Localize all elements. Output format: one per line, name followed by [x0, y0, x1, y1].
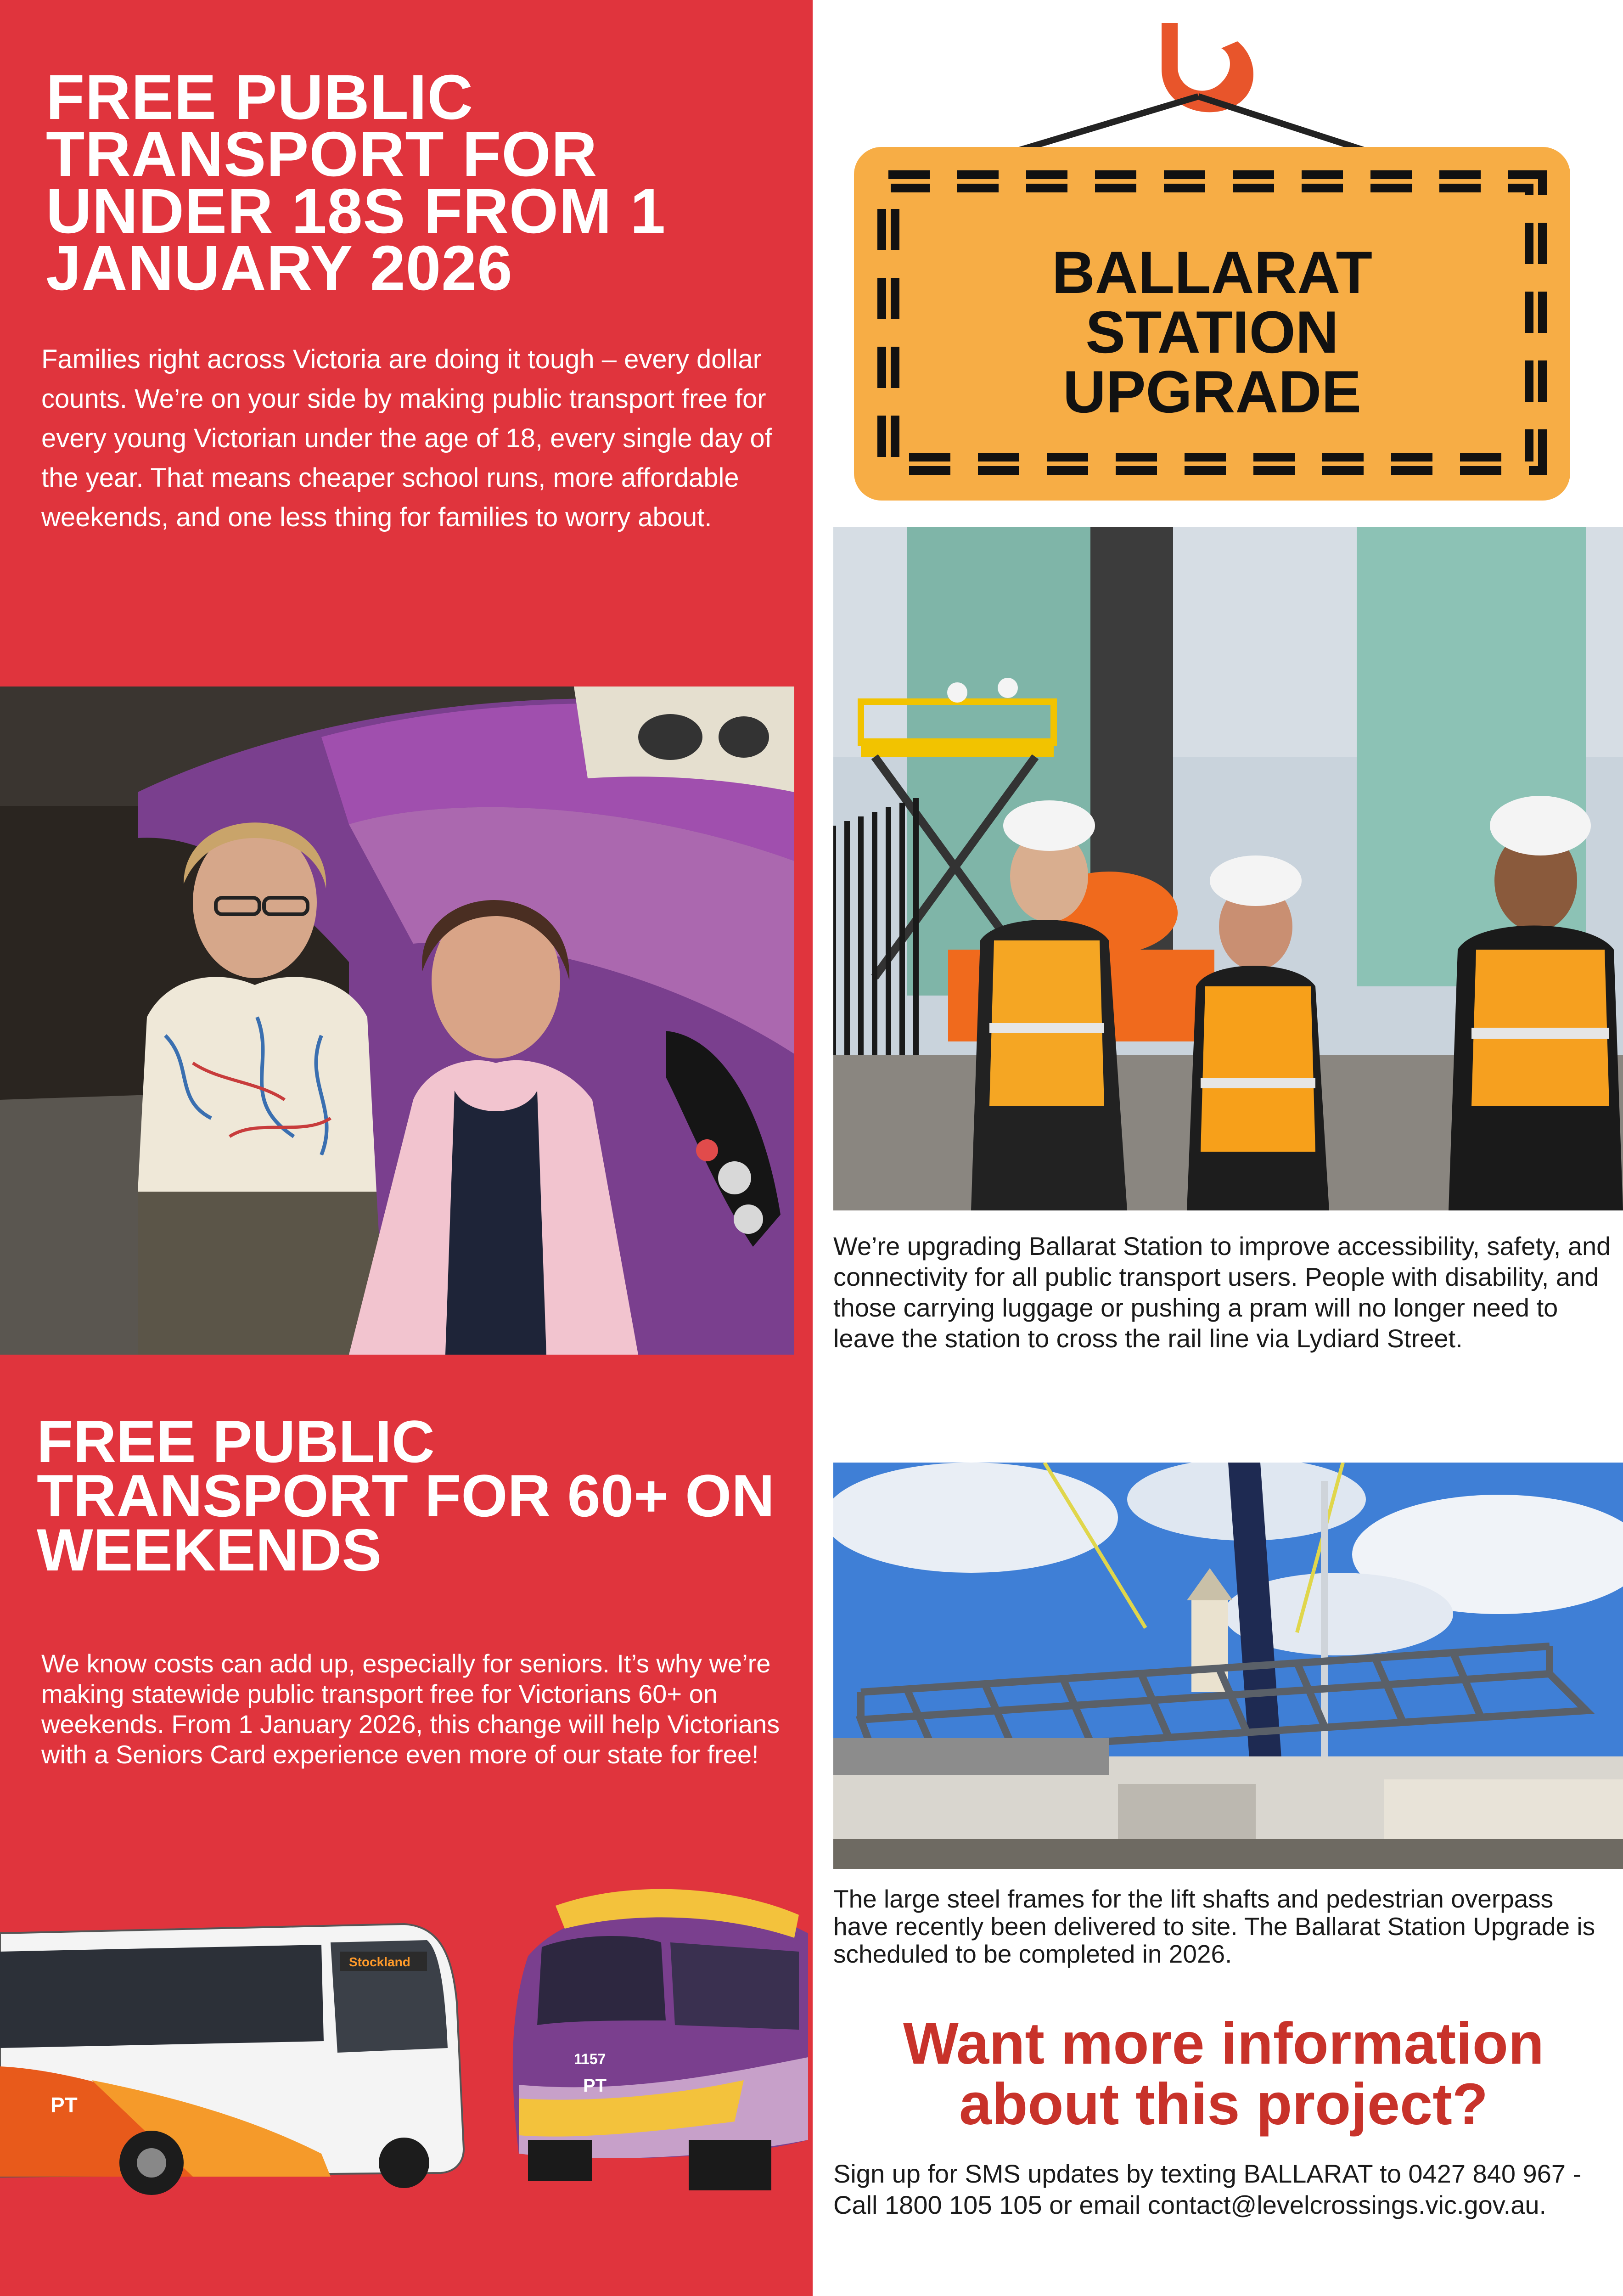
cta-heading-line-1: Want more information — [903, 2011, 1544, 2077]
under18-paragraph: Families right across Victoria are doing it tough – every dollar counts. We’re on your side by making public transport free for every young Victorian under the age of 18, every single day of the year. That means cheaper school runs, more affordable weekends, and one less thing for families to worry about. — [41, 344, 772, 532]
bus-icon — [0, 1924, 464, 2195]
photo-women-train-illustration — [0, 687, 794, 1355]
sign-line-3: UPGRADE — [1062, 358, 1362, 425]
bus-pt-logo: PT — [51, 2093, 78, 2117]
train-icon — [513, 1889, 808, 2190]
cta-contact-paragraph: Sign up for SMS updates by texting BALLARAT to 0427 840 967 - Call 1800 105 105 or email contact@levelcrossings.vic.gov.au. — [833, 2159, 1582, 2219]
rope-left — [1015, 96, 1198, 152]
under18-heading: FREE PUBLIC TRANSPORT FOR UNDER 18S FROM 1 JANUARY 2026 — [46, 62, 666, 304]
cta-heading — [833, 2011, 1614, 2137]
seniors-paragraph: We know costs can add up, especially for seniors. It’s why we’re making statewide public transport free for Victorians 60+ on weekends. From 1 January 2026, this change will help Victorians with a Seniors Card experience even more of our state for free! — [41, 1649, 780, 1769]
bus-and-train-illustration — [0, 1883, 813, 2204]
photo-women-train — [0, 687, 794, 1355]
cta-heading-line-2: about this project? — [959, 2071, 1488, 2137]
rope-right — [1198, 96, 1368, 152]
train-number: 1157 — [574, 2051, 606, 2067]
sign-line-2: STATION — [1085, 298, 1339, 366]
bus-destination-sign: Stockland — [349, 1955, 410, 1969]
ballarat-station-upgrade-sign — [854, 14, 1570, 501]
sign-line-1: BALLARAT — [1052, 239, 1372, 306]
photo-steel-frames — [833, 1463, 1623, 1869]
photo-construction-workers — [833, 527, 1623, 1210]
train-pt-logo: PT — [583, 2076, 607, 2096]
seniors-heading: FREE PUBLIC TRANSPORT FOR 60+ ON WEEKENDS — [37, 1408, 775, 1583]
upgrade-paragraph: We’re upgrading Ballarat Station to improve accessibility, safety, and connectivity for all public transport users. People with disability, and those carrying luggage or pushing a pram will no longer need to leave the station to cross the rail line via Lydiard Street. — [833, 1232, 1611, 1353]
frames-paragraph: The large steel frames for the lift shafts and pedestrian overpass have recently been delivered to site. The Ballarat Station Upgrade is scheduled to be completed in 2026. — [833, 1885, 1595, 1968]
